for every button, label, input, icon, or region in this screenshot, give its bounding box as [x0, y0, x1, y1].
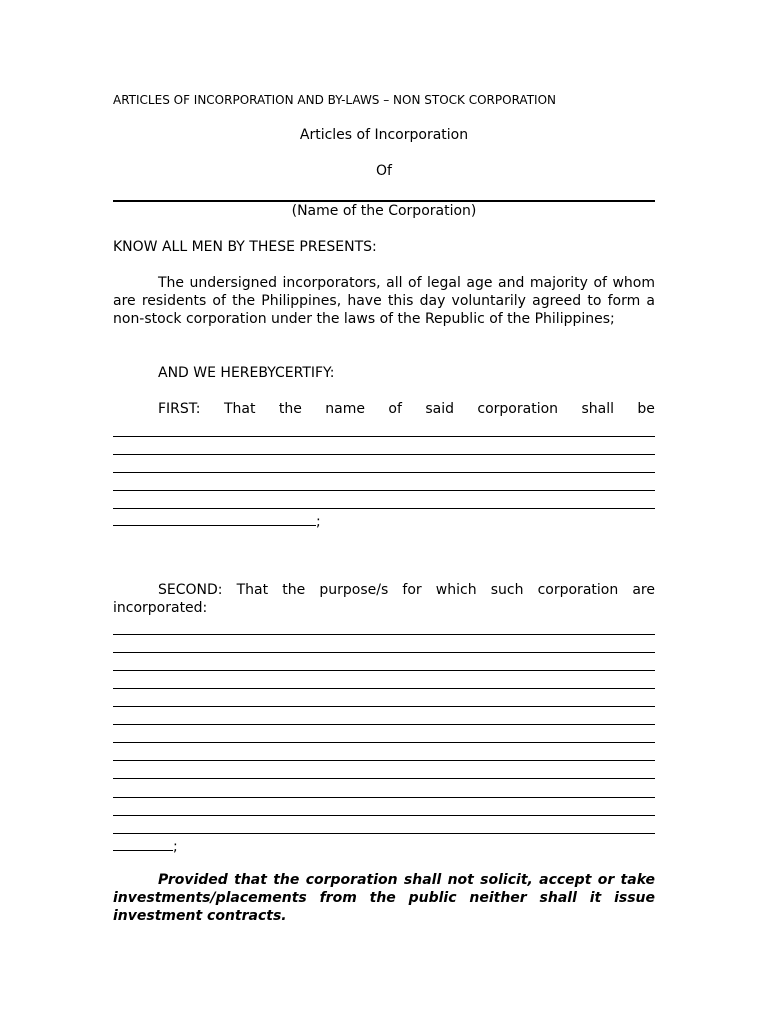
- second-paragraph-text: SECOND: That the purpose/s for which such corporation are incorporated:: [113, 582, 655, 617]
- document-header: ARTICLES OF INCORPORATION AND BY-LAWS – NON STOCK CORPORATION: [113, 93, 556, 107]
- first-word: of: [388, 401, 402, 417]
- name-caption: (Name of the Corporation): [291, 203, 477, 219]
- second-end-blank[interactable]: [113, 835, 173, 851]
- second-fill-line[interactable]: [113, 815, 655, 816]
- second-fill-line[interactable]: [113, 652, 655, 653]
- first-end-line: [113, 510, 321, 531]
- second-fill-line[interactable]: [113, 706, 655, 707]
- second-fill-line[interactable]: [113, 688, 655, 689]
- proviso-paragraph: [113, 871, 655, 926]
- first-word: the: [278, 401, 302, 417]
- second-paragraph: [113, 581, 655, 617]
- first-word: name: [325, 401, 365, 417]
- proviso-text: Provided that the corporation shall not solicit, accept or take investments/placements from the public neither shall it issue investment contracts.: [113, 872, 655, 925]
- second-fill-line[interactable]: [113, 634, 655, 635]
- first-fill-line[interactable]: [113, 436, 655, 437]
- second-fill-line[interactable]: [113, 670, 655, 671]
- first-terminator: ;: [316, 514, 321, 530]
- first-end-blank[interactable]: [113, 510, 316, 526]
- second-fill-line[interactable]: [113, 760, 655, 761]
- first-word: FIRST:: [158, 401, 201, 417]
- first-word: corporation: [477, 401, 559, 417]
- first-word: shall: [581, 401, 614, 417]
- intro-paragraph-text: The undersigned incorporators, all of legal age and majority of whom are residents of the Philippines, have this day voluntarily agreed to form a non-stock corporation under the laws of the Republic of the Philippines;: [113, 275, 655, 328]
- first-fill-line[interactable]: [113, 454, 655, 455]
- second-end-line: [113, 835, 178, 856]
- first-word: That: [223, 401, 256, 417]
- certify-heading: AND WE HEREBYCERTIFY:: [158, 365, 335, 381]
- second-fill-line[interactable]: [113, 778, 655, 779]
- document-title: Articles of Incorporation: [299, 127, 469, 143]
- second-fill-line[interactable]: [113, 797, 655, 798]
- first-article-line: [158, 400, 655, 418]
- intro-paragraph: [113, 274, 655, 329]
- first-fill-line[interactable]: [113, 472, 655, 473]
- second-fill-line[interactable]: [113, 742, 655, 743]
- of-label: Of: [376, 163, 392, 179]
- first-word: be: [637, 401, 655, 417]
- first-fill-line[interactable]: [113, 508, 655, 509]
- second-fill-line[interactable]: [113, 833, 655, 834]
- second-terminator: ;: [173, 839, 178, 855]
- know-all-heading: KNOW ALL MEN BY THESE PRESENTS:: [113, 239, 377, 255]
- second-fill-line[interactable]: [113, 724, 655, 725]
- first-fill-line[interactable]: [113, 490, 655, 491]
- first-word: said: [425, 401, 454, 417]
